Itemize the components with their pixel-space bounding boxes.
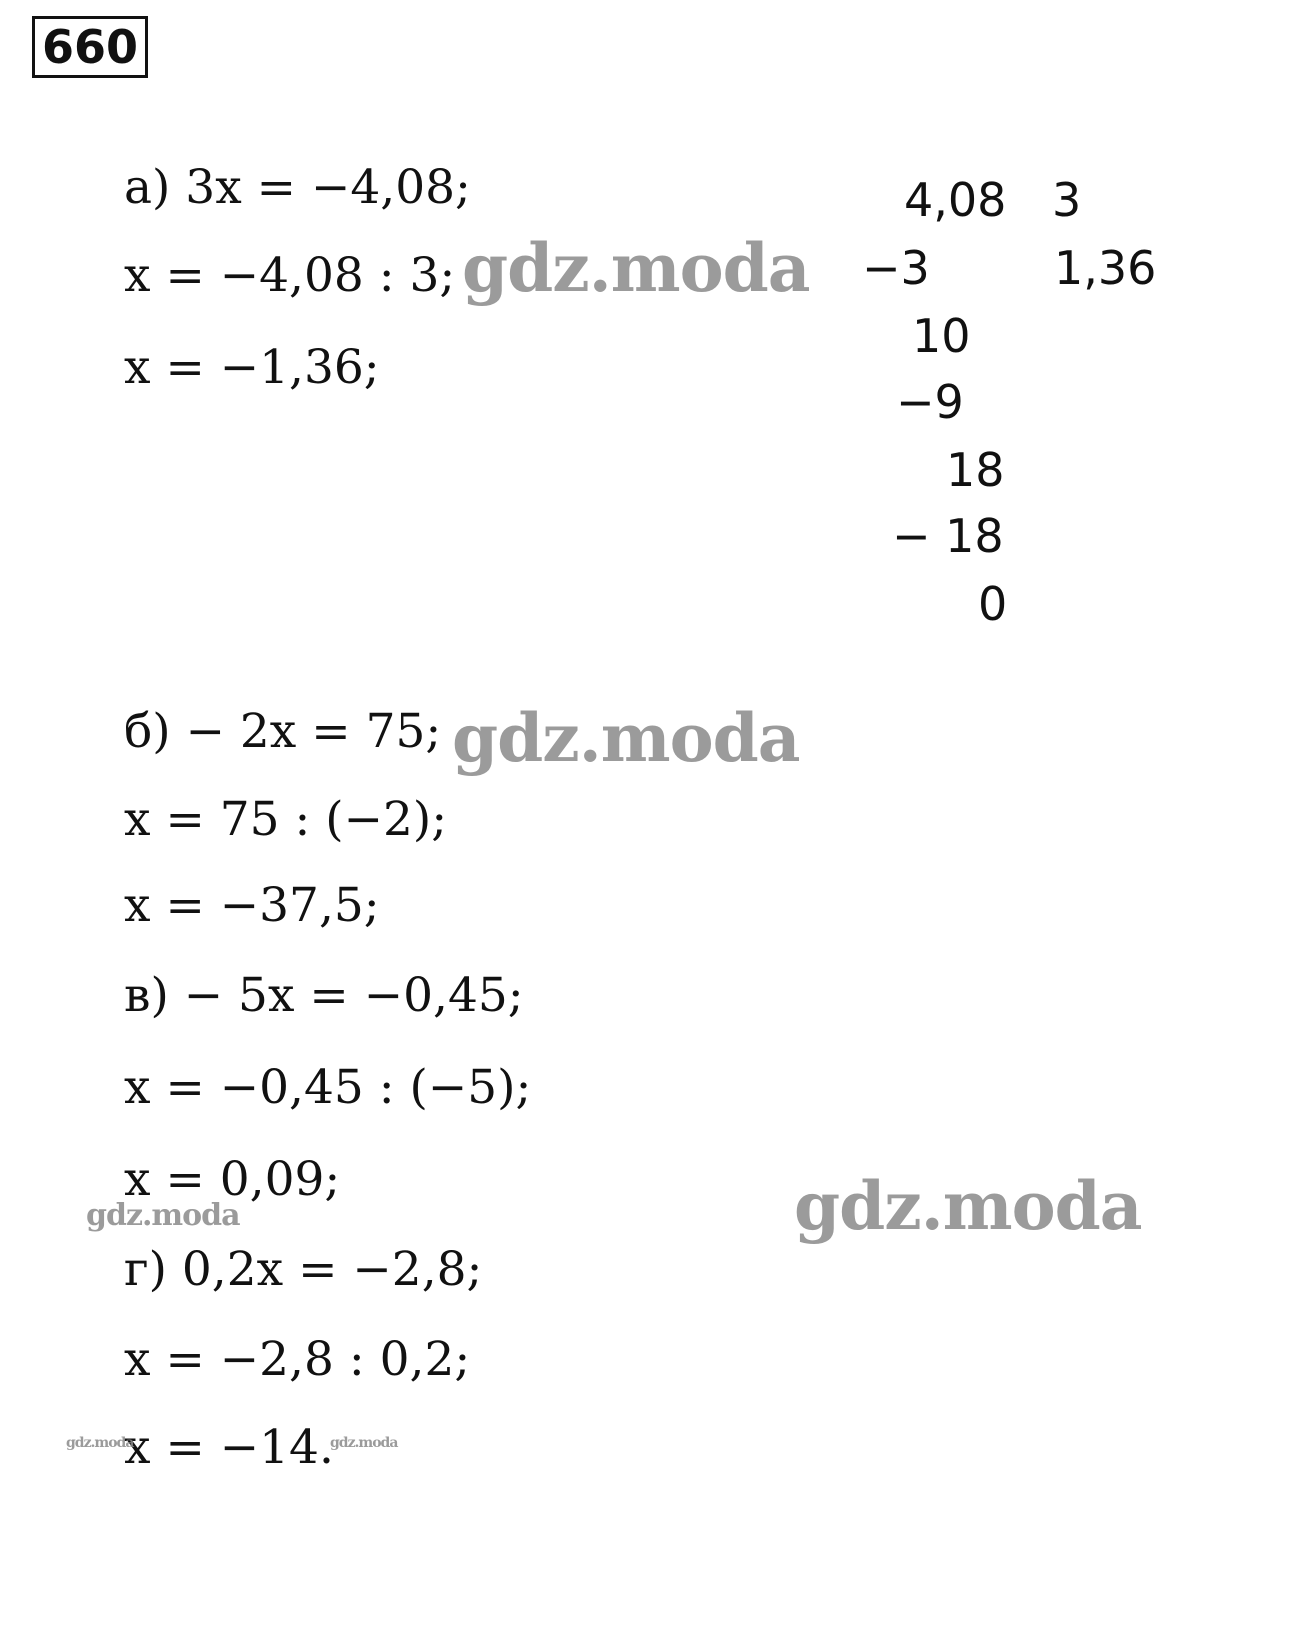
division-dividend: 4,08 <box>904 173 1007 227</box>
watermark: gdz.moda <box>86 1198 240 1233</box>
watermark: gdz.moda <box>462 229 810 307</box>
watermark: gdz.moda <box>452 699 800 777</box>
division-divisor: 3 <box>1052 173 1082 227</box>
division-step: −3 <box>862 241 930 295</box>
solution-a-line-2: x = −4,08 : 3; <box>124 248 456 303</box>
solution-g-line-2: x = −2,8 : 0,2; <box>124 1332 471 1387</box>
watermark: gdz.moda <box>330 1435 398 1451</box>
solution-b-line-2: x = 75 : (−2); <box>124 792 448 847</box>
watermark: gdz.moda <box>66 1435 134 1451</box>
division-step: 0 <box>978 577 1008 631</box>
problem-number: 660 <box>32 16 148 78</box>
watermark: gdz.moda <box>794 1167 1142 1245</box>
solution-a-line-1: а) 3x = −4,08; <box>124 160 471 215</box>
solution-v-line-1: в) − 5x = −0,45; <box>124 968 524 1023</box>
solution-a-line-3: x = −1,36; <box>124 340 380 395</box>
division-step: −9 <box>896 375 964 429</box>
solution-b-line-3: x = −37,5; <box>124 878 380 933</box>
solution-g-line-1: г) 0,2x = −2,8; <box>124 1242 483 1297</box>
division-step: 18 <box>946 443 1005 497</box>
solution-v-line-3: x = 0,09; <box>124 1152 341 1207</box>
division-step: 10 <box>912 309 971 363</box>
division-quotient: 1,36 <box>1054 241 1157 295</box>
solution-b-line-1: б) − 2x = 75; <box>124 704 442 759</box>
solution-g-line-3: x = −14. <box>124 1420 334 1475</box>
solution-v-line-2: x = −0,45 : (−5); <box>124 1060 532 1115</box>
division-step: − 18 <box>892 509 1004 563</box>
